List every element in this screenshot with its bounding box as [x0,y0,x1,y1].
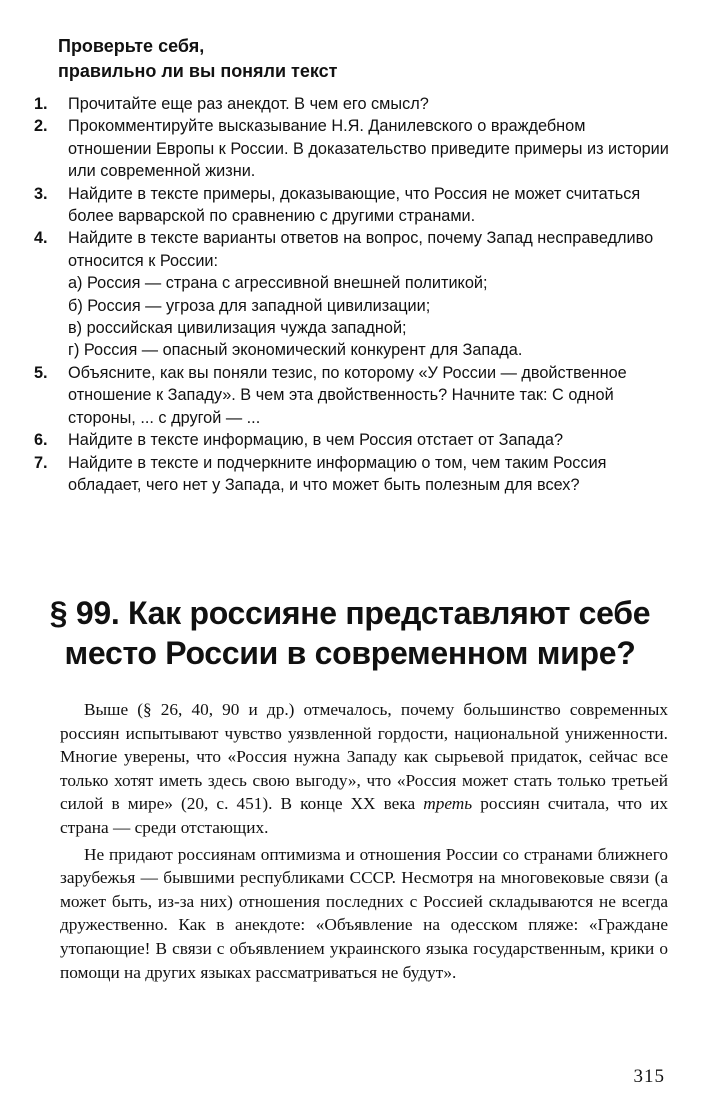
paragraph-text: Выше (§ 26, 40, 90 и др.) отмечалось, почему большинство современных россиян испытывают чувство уязвленной гордости, национальной униженности. Многие уверены, что «Россия нужна Западу как сырьевой придаток, сейчас все только хотят иметь здесь свою выгоду», что «Россия может стать только третьей силой в мире» (20, с. 451). В конце XX века [60,700,668,814]
question-number: 6. [34,431,48,450]
question-item [34,93,670,115]
question-text: Найдите в тексте информацию, в чем Россия отстает от Запада? [68,431,563,450]
emphasis-text: треть [423,794,473,814]
question-number: 5. [34,363,48,382]
review-heading-line-2: правильно ли вы поняли текст [58,61,338,81]
review-heading [58,34,658,84]
question-item [34,115,670,182]
question-item [34,362,670,429]
question-item [34,452,670,497]
body-paragraph-1 [60,698,668,840]
section-title: § 99. Как россияне представляют себе место России в современном мире? [49,594,651,671]
question-text: Найдите в тексте варианты ответов на вопрос, почему Запад несправедливо относится к России: [68,229,654,270]
page-number: 315 [633,1066,665,1087]
question-number: 2. [34,117,48,136]
answer-options [68,272,670,362]
question-item [34,429,670,451]
body-text [60,698,668,984]
paragraph-text: россиян считала, что их страна — среди отстающих. [60,794,668,837]
question-text: Прочитайте еще раз анекдот. В чем его смысл? [68,95,429,113]
question-number: 1. [34,95,48,113]
answer-option: б) Россия — угроза для западной цивилизации; [68,296,431,315]
question-item [34,227,670,361]
question-number: 3. [34,184,48,203]
answer-option: г) Россия — опасный экономический конкурент для Запада. [68,341,523,360]
answer-option: в) российская цивилизация чужда западной; [68,319,407,338]
question-number: 4. [34,229,48,248]
question-text: Прокомментируйте высказывание Н.Я. Данилевского о враждебном отношении Европы к России. В доказательство приведите примеры из истории или современной жизни. [68,117,669,181]
question-item [34,183,670,228]
body-paragraph-2: Не придают россиянам оптимизма и отношения России со странами ближнего зарубежья — бывшими республиками СССР. Несмотря на многовековые связи (а может быть, из-за них) отношения последних с Россией складываются не всегда дружественно. Как в анекдоте: «Объявление на одесском пляже: «Граждане утопающие! В связи с объявлением украинского языка государственным, крики о помощи на других языках рассматриваться не будут». [60,844,668,982]
question-list [34,93,670,496]
question-text: Объясните, как вы поняли тезис, по которому «У России — двойственное отношение к Западу». В чем эта двойственность? Начните так: С одной стороны, ... с другой — ... [68,363,627,427]
question-number: 7. [34,453,48,472]
question-text: Найдите в тексте и подчеркните информацию о том, чем таким Россия обладает, чего нет у Запада, и что может быть полезным для всех? [68,453,607,494]
review-heading-line-1: Проверьте себя, [58,36,205,56]
question-text: Найдите в тексте примеры, доказывающие, что Россия не может считаться более варварской по сравнению с другими странами. [68,184,641,226]
answer-option: а) Россия — страна с агрессивной внешней политикой; [68,274,488,293]
